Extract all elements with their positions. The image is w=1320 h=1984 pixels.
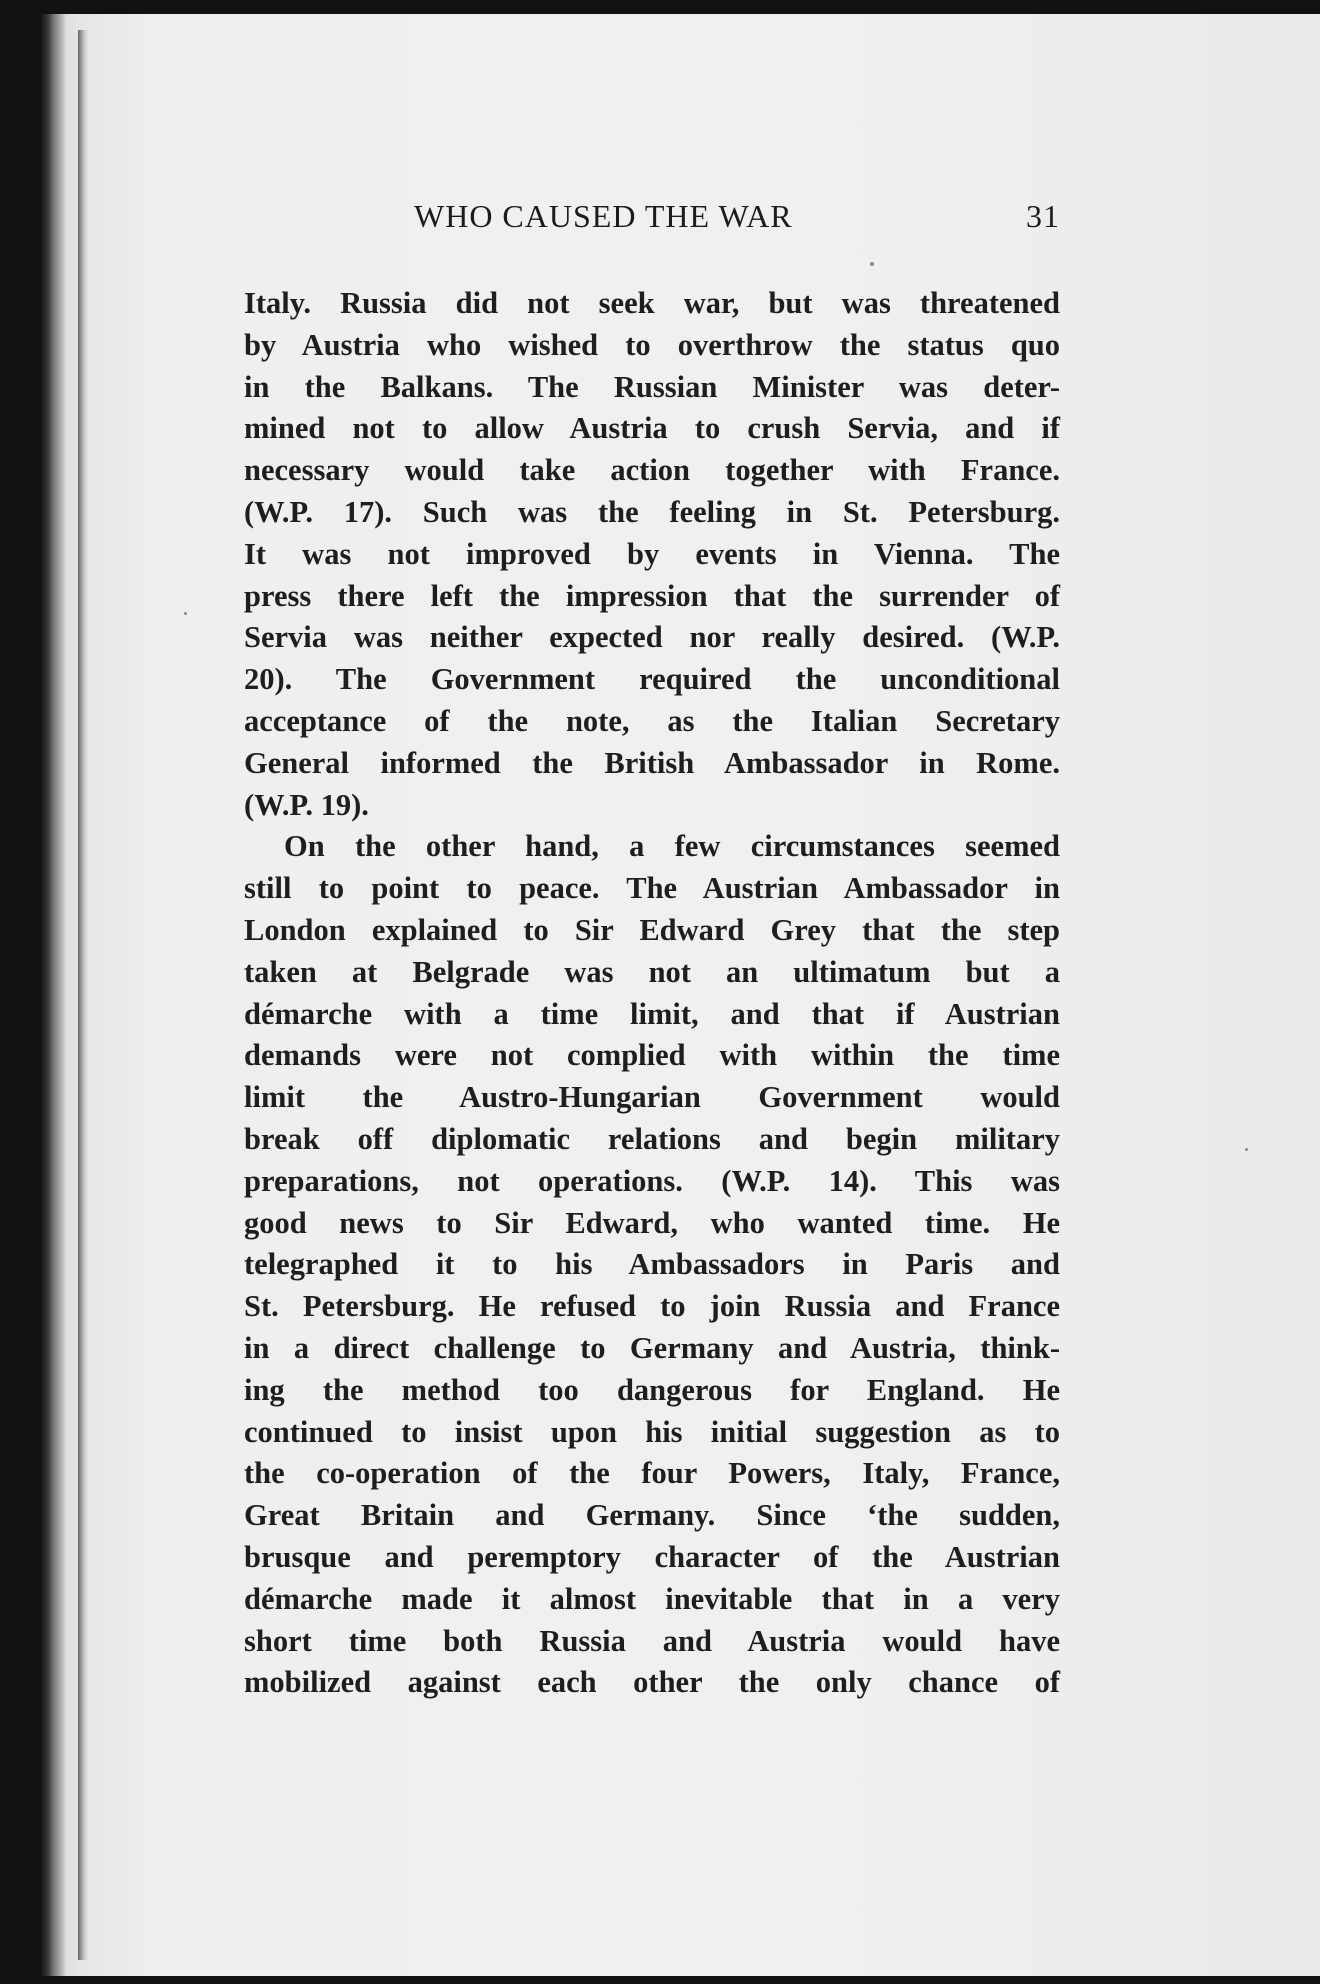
text-line: the co-operation of the four Powers, Italy, France, [244,1456,1060,1491]
text-line: mobilized against each other the only chance of [244,1665,1060,1700]
text-line: Italy. Russia did not seek war, but was threatened [244,286,1060,320]
text-line: St. Petersburg. He refused to join Russia and France [244,1289,1060,1324]
book-spine-shadow [40,14,66,1976]
text-line: mined not to allow Austria to crush Servia, and if [244,411,1060,446]
text-line: ing the method too dangerous for England. He [244,1372,1060,1407]
text-line: limit the Austro-Hungarian Government would [244,1080,1060,1115]
text-line: démarche with a time limit, and that if Austrian [244,996,1060,1031]
text-line: in a direct challenge to Germany and Austria, think- [244,1330,1060,1365]
running-header [410,198,1060,248]
text-line: It was not improved by events in Vienna. The [244,536,1060,571]
dust-speck [184,612,187,615]
text-line: démarche made it almost inevitable that in a very [244,1581,1060,1616]
text-line: Great Britain and Germany. Since ‘the sudden, [244,1498,1060,1533]
text-line: necessary would take action together with France. [244,453,1060,488]
text-line: On the other hand, a few circumstances seemed [284,829,1060,864]
text-line: (W.P. 19). [244,787,369,822]
text-line: taken at Belgrade was not an ultimatum but a [244,954,1060,989]
text-line: (W.P. 17). Such was the feeling in St. Petersburg. [244,494,1060,529]
body-text [244,283,1060,1704]
text-line: brusque and peremptory character of the Austrian [244,1539,1060,1574]
dust-speck [870,262,874,266]
page-number: 31 [1026,198,1060,234]
text-line: continued to insist upon his initial suggestion as to [244,1414,1060,1449]
text-line: by Austria who wished to overthrow the status quo [244,327,1060,362]
text-line: in the Balkans. The Russian Minister was deter- [244,369,1060,404]
text-line: press there left the impression that the surrender of [244,578,1060,613]
text-line: telegraphed it to his Ambassadors in Paris and [244,1247,1060,1282]
text-line: General informed the British Ambassador in Rome. [244,745,1060,780]
dust-speck [1245,1148,1248,1151]
text-line: break off diplomatic relations and begin military [244,1121,1060,1156]
text-line: preparations, not operations. (W.P. 14). This was [244,1163,1060,1198]
text-line: still to point to peace. The Austrian Ambassador in [244,871,1060,906]
text-line: demands were not complied with within the time [244,1038,1060,1073]
running-title: WHO CAUSED THE WAR [414,198,793,234]
text-line: Servia was neither expected nor really desired. (W.P. [244,620,1060,655]
text-line: good news to Sir Edward, who wanted time. He [244,1205,1060,1240]
gutter-shadow [78,30,88,1960]
text-line: acceptance of the note, as the Italian Secretary [244,703,1060,738]
text-line: London explained to Sir Edward Grey that the step [244,912,1060,947]
text-line: 20). The Government required the unconditional [244,662,1060,697]
text-line: short time both Russia and Austria would have [244,1623,1060,1658]
